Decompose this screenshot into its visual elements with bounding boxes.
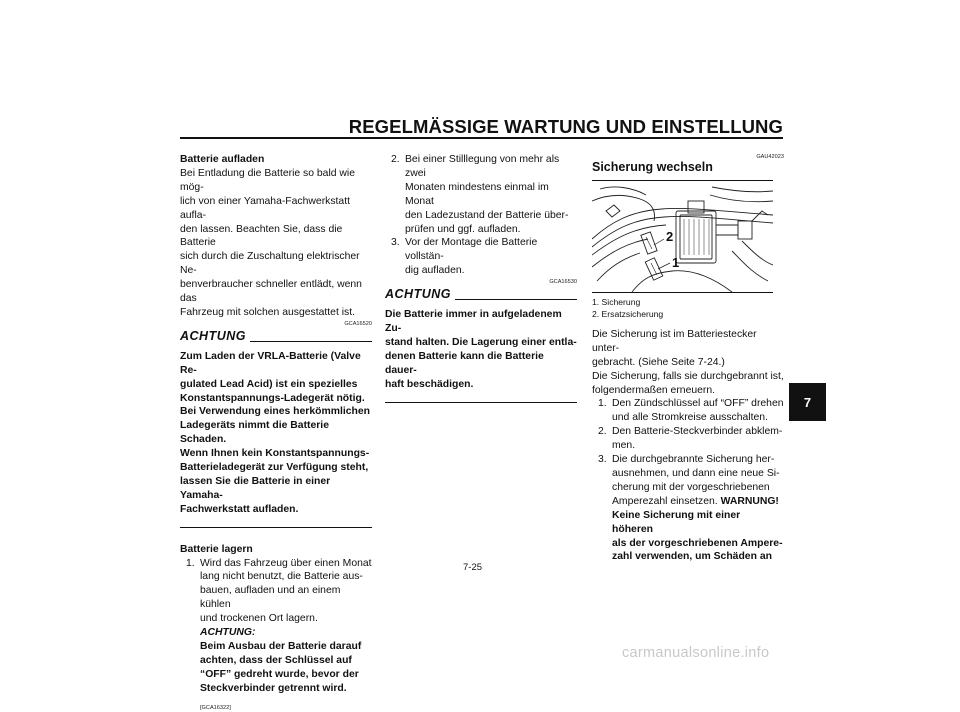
warning-end-rule: [180, 527, 372, 528]
list-line: und alle Stromkreise ausschalten.: [612, 412, 768, 424]
list-item: [385, 236, 577, 278]
warning-line: Konstantspannungs-Ladegerät nötig.: [180, 392, 365, 404]
list-line: Vor der Montage die Batterie vollstän-: [405, 237, 538, 263]
warning-block: [385, 308, 577, 391]
watermark: carmanualsonline.info: [622, 645, 770, 661]
list-line: [612, 495, 784, 509]
warnung-inline: WARNUNG!: [720, 495, 779, 507]
warning-line: denen Batterie kann die Batterie dauer-: [385, 350, 544, 376]
achtung-rule: [250, 341, 372, 342]
warning-line: stand halten. Die Lagerung einer entla-: [385, 336, 577, 348]
list-bold-line: Beim Ausbau der Batterie darauf: [200, 641, 362, 652]
caption-line: 2. Ersatzsicherung: [592, 308, 664, 319]
list-line: [200, 612, 372, 640]
list-bold-line: achten, dass der Schlüssel auf: [200, 654, 352, 666]
para-line: benverbraucher schneller entlädt, wenn das: [180, 279, 362, 305]
fuse-drawing: [592, 181, 773, 292]
list-line-text: und trockenen Ort lagern.: [200, 613, 318, 625]
warning-line: Zum Laden der VRLA-Batterie (Valve Re-: [180, 350, 361, 376]
list-line: Wird das Fahrzeug über einen Monat: [200, 557, 372, 569]
achtung-header: [180, 330, 372, 344]
reference-code: GCA16530: [549, 279, 577, 286]
reference-code: GAU42023: [756, 154, 784, 160]
figure-label-1: 1: [672, 254, 680, 270]
intro-block: [592, 328, 784, 398]
figure-label-2: 2: [666, 228, 674, 244]
intro-line: Die Sicherung ist im Batteriestecker unter-: [592, 328, 757, 354]
list-line: prüfen und ggf. aufladen.: [405, 223, 521, 235]
list-line: Den Batterie-Steckverbinder abklem-: [612, 426, 783, 438]
warning-line: Batterieladegerät zur Verfügung steht,: [180, 462, 369, 474]
list-line: lang nicht benutzt, die Batterie aus-: [200, 571, 363, 583]
list-text: [405, 153, 577, 236]
warning-line: lassen Sie die Batterie in einer Yamaha-: [180, 475, 331, 501]
para-line: Fahrzeug mit solchen ausgestattet ist.: [180, 306, 355, 318]
page-header-title: REGELMÄSSIGE WARTUNG UND EINSTELLUNG: [348, 116, 783, 137]
header-rule: [180, 137, 783, 139]
list-text: [612, 397, 784, 425]
achtung-inline: ACHTUNG:: [200, 627, 256, 639]
list-text: [612, 425, 784, 453]
para-line: den lassen. Beachten Sie, dass die Batterie: [180, 223, 343, 249]
list-number: 3.: [391, 237, 400, 249]
warning-line: Wenn Ihnen kein Konstantspannungs-: [180, 448, 370, 460]
achtung-header: [385, 288, 577, 302]
list-number: 1.: [598, 398, 607, 410]
list-item: [592, 453, 784, 564]
column-1: [180, 153, 372, 712]
achtung-rule: [455, 299, 577, 300]
fuse-illustration: [592, 180, 773, 293]
list-line: Die durchgebrannte Sicherung her-: [612, 454, 775, 466]
warning-line: gulated Lead Acid) ist ein spezielles: [180, 378, 358, 390]
column-2: [385, 153, 577, 403]
list-line: dig aufladen.: [405, 265, 465, 277]
list-item: [385, 153, 577, 236]
list-item: [592, 397, 784, 425]
list-bold-line: zahl verwenden, um Schäden an: [612, 551, 772, 563]
list-number: 1.: [186, 557, 195, 569]
list-bold-line: “OFF” gedreht wurde, bevor der: [200, 668, 359, 680]
list-line: Den Zündschlüssel auf “OFF” drehen: [612, 398, 784, 410]
list-line: men.: [612, 440, 636, 452]
list-line: den Ladezustand der Batterie über-: [405, 209, 569, 221]
list-item: [180, 557, 372, 712]
list-number: 3.: [598, 454, 607, 466]
list-text: [200, 557, 372, 712]
list-line: Bei einer Stilllegung von mehr als zwei: [405, 154, 560, 179]
heading-batterie-aufladen: Batterie aufladen: [180, 154, 265, 165]
list-line: ausnehmen, und dann eine neue Si-: [612, 467, 780, 479]
reference-code: [GCA16322]: [200, 704, 231, 711]
warning-end-rule: [385, 402, 577, 403]
column-3: [592, 153, 784, 564]
para-line: lich von einer Yamaha-Fachwerkstatt aufla-: [180, 195, 350, 221]
warning-line: Bei Verwendung eines herkömmlichen: [180, 406, 370, 418]
warning-block: [180, 350, 372, 517]
warning-line: haft beschädigen.: [385, 378, 474, 390]
list-line: bauen, aufladen und an einem kühlen: [200, 585, 341, 611]
list-text: [612, 453, 784, 564]
intro-line: gebracht. (Siehe Seite 7-24.): [592, 356, 725, 368]
list-number: 2.: [391, 154, 400, 165]
achtung-label: ACHTUNG: [180, 328, 246, 343]
reference-code: GCA16520: [344, 320, 372, 327]
chapter-tab: 7: [789, 383, 826, 421]
list-bold-line: Keine Sicherung mit einer höheren: [612, 509, 741, 535]
list-text: [405, 236, 577, 278]
list-line-text: Amperezahl einsetzen.: [612, 495, 721, 507]
figure-caption: [592, 296, 784, 320]
page-number: 7-25: [463, 562, 483, 573]
list-number: 2.: [598, 426, 607, 438]
caption-line: 1. Sicherung: [592, 296, 641, 307]
para-line: sich durch die Zuschaltung elektrischer Ne-: [180, 251, 360, 277]
heading-batterie-lagern: Batterie lagern: [180, 543, 253, 555]
intro-line: Die Sicherung, falls sie durchgebrannt ist,: [592, 370, 784, 382]
list-bold-line: Steckverbinder getrennt wird.: [200, 682, 347, 694]
list-line: Monaten mindestens einmal im Monat: [405, 181, 549, 207]
list-bold-line: als der vorgeschriebenen Ampere-: [612, 537, 783, 549]
section-heading: Sicherung wechseln: [592, 160, 713, 174]
warning-line: Fachwerkstatt aufladen.: [180, 503, 299, 515]
list-item: [592, 425, 784, 453]
achtung-label: ACHTUNG: [385, 287, 451, 302]
list-line: cherung mit der vorgeschriebenen: [612, 481, 770, 493]
intro-line: folgendermaßen erneuern.: [592, 384, 716, 396]
warning-line: Die Batterie immer in aufgeladenem Zu-: [385, 309, 562, 334]
para-line: Bei Entladung die Batterie so bald wie mög-: [180, 167, 356, 193]
warning-line: Ladegeräts nimmt die Batterie Schaden.: [180, 420, 329, 446]
